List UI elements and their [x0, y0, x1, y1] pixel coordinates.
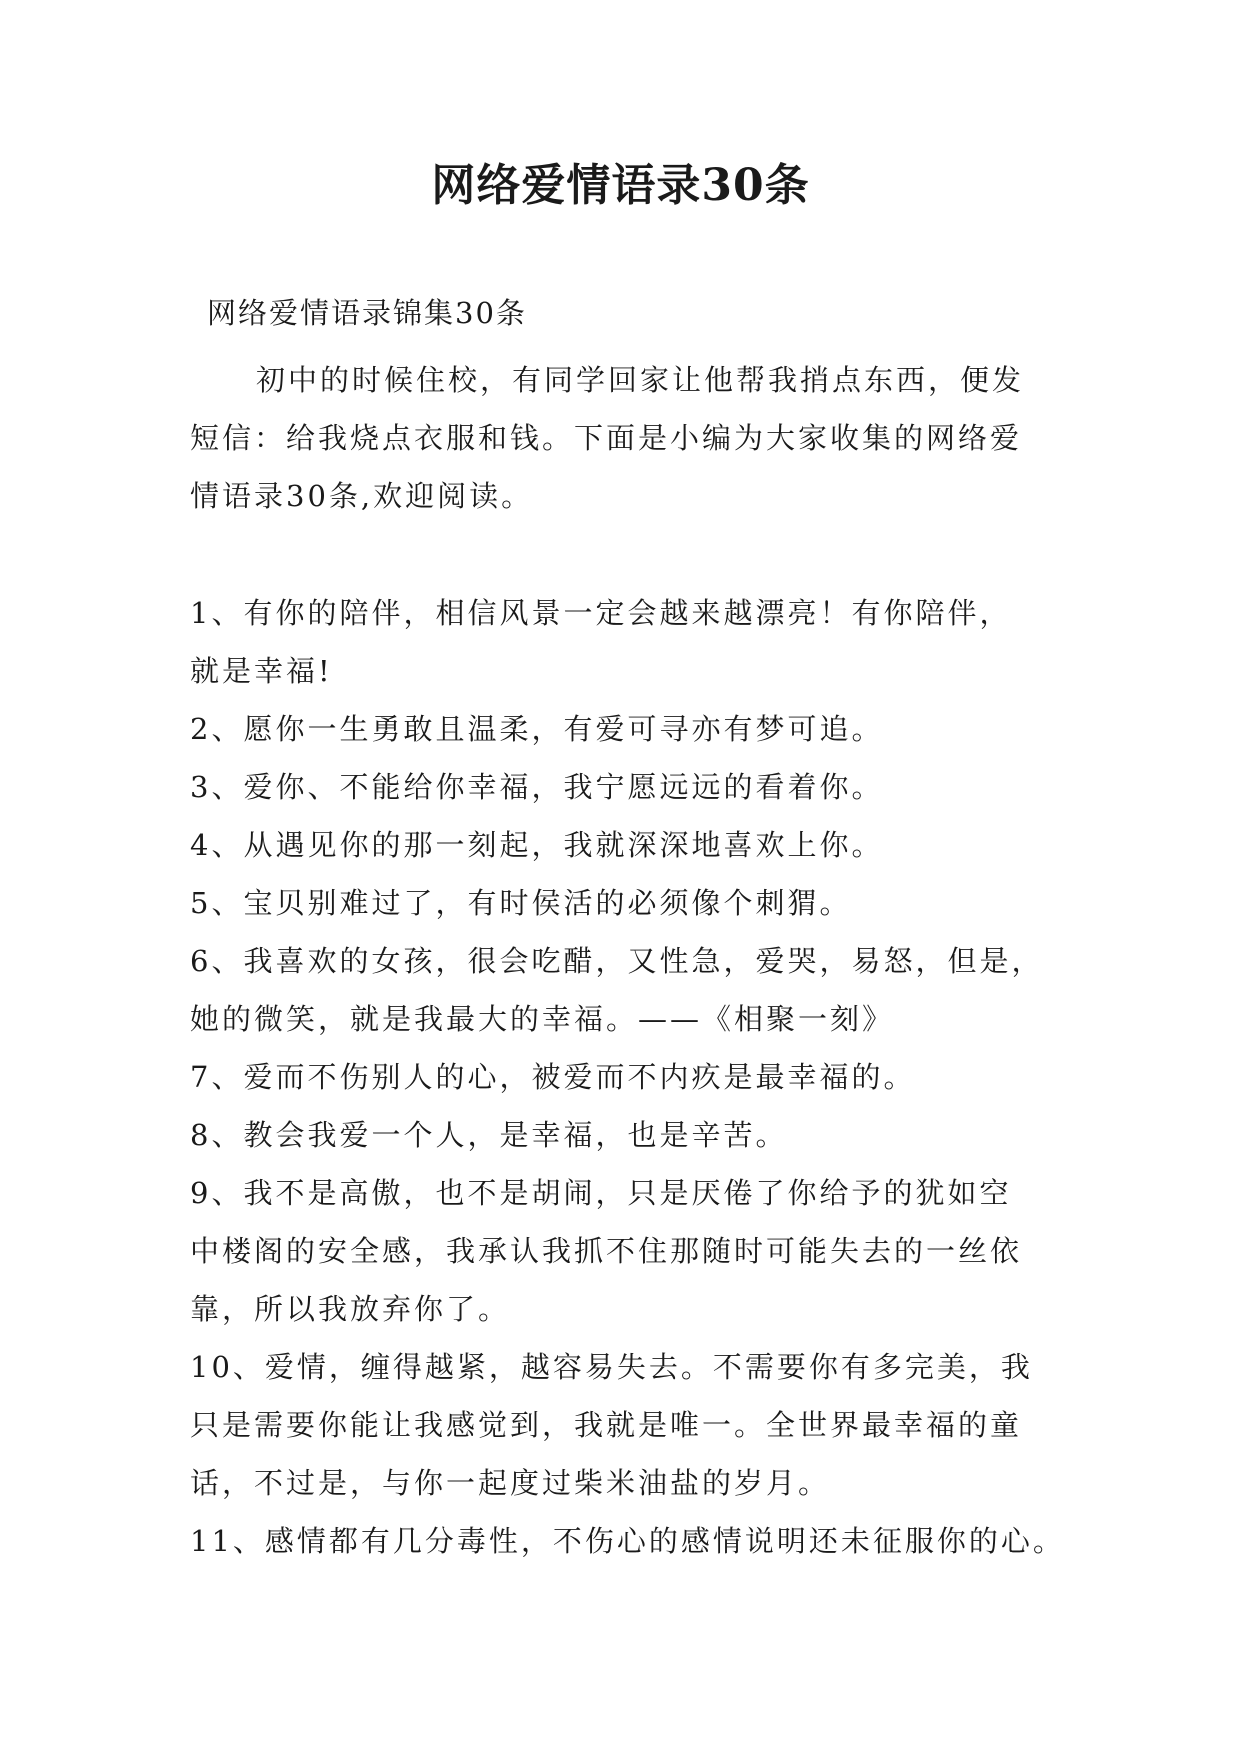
- quote-line: 话，不过是，与你一起度过柴米油盐的岁月。: [190, 1466, 831, 1500]
- quote-line: 靠，所以我放弃你了。: [190, 1292, 511, 1326]
- intro-line: 情语录30条,欢迎阅读。: [190, 479, 534, 513]
- quote-line: 中楼阁的安全感，我承认我抓不住那随时可能失去的一丝依: [190, 1234, 1023, 1268]
- intro-line: 初中的时候住校，有同学回家让他帮我捎点东西，便发: [256, 363, 1025, 397]
- quote-line: 7、爱而不伤别人的心，被爱而不内疚是最幸福的。: [190, 1060, 916, 1094]
- quote-line: 2、愿你一生勇敢且温柔，有爱可寻亦有梦可追。: [190, 712, 884, 746]
- intro-paragraph: [190, 351, 1070, 525]
- intro-line: 短信：给我烧点衣服和钱。下面是小编为大家收集的网络爱: [190, 421, 1023, 455]
- quote-line: 6、我喜欢的女孩，很会吃醋，又性急，爱哭，易怒，但是，: [190, 944, 1044, 978]
- quote-line: 4、从遇见你的那一刻起，我就深深地喜欢上你。: [190, 828, 884, 862]
- quote-line: 她的微笑，就是我最大的幸福。——《相聚一刻》: [190, 1002, 895, 1036]
- quote-line: 就是幸福!: [190, 654, 333, 688]
- quote-line: 11、感情都有几分毒性，不伤心的感情说明还未征服你的心。: [190, 1524, 1065, 1558]
- quote-line: 1、有你的陪伴，相信风景一定会越来越漂亮！有你陪伴，: [190, 596, 1012, 630]
- quote-line: 8、教会我爱一个人，是幸福，也是辛苦。: [190, 1118, 788, 1152]
- quote-list: [190, 584, 1090, 1570]
- document-title: 网络爱情语录30条: [431, 160, 810, 211]
- quote-line: 9、我不是高傲，也不是胡闹，只是厌倦了你给予的犹如空: [190, 1176, 1012, 1210]
- quote-line: 3、爱你、不能给你幸福，我宁愿远远的看着你。: [190, 770, 884, 804]
- quote-line: 5、宝贝别难过了，有时侯活的必须像个刺猬。: [190, 886, 852, 920]
- quote-line: 10、爱情，缠得越紧，越容易失去。不需要你有多完美，我: [190, 1350, 1033, 1384]
- quote-line: 只是需要你能让我感觉到，我就是唯一。全世界最幸福的童: [190, 1408, 1023, 1442]
- document-subtitle: 网络爱情语录锦集30条: [207, 296, 527, 330]
